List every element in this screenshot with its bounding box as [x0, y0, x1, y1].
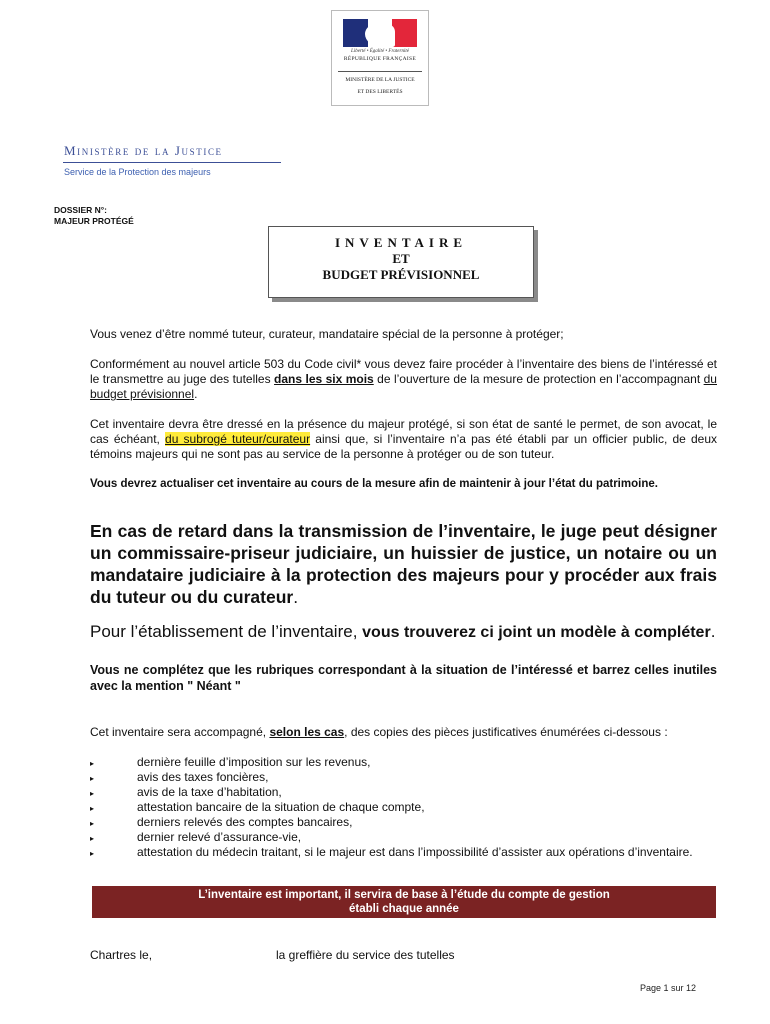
protected-adult-label: MAJEUR PROTÉGÉ	[54, 215, 134, 226]
list-item: ▸ attestation du médecin traitant, si le majeur est dans l’impossibilité d’assister aux opérations d’inventaire.	[90, 845, 717, 860]
service-name: Service de la Protection des majeurs	[64, 167, 211, 177]
ministry-logo	[331, 10, 429, 106]
dossier-number-label: DOSSIER N°:	[54, 205, 107, 215]
dossier-block	[54, 205, 134, 226]
page-number: Page 1 sur 12	[640, 983, 697, 993]
paragraph-presence: Cet inventaire devra être dressé en la présence du majeur protégé, si son état de santé le permet, de son avocat, le cas échéant, du subrogé tuteur/curateur ainsi que, si l’inventaire n’a pas été établi par un officier public, de deux témoins majeurs qui ne sont pas au service de la personne à protéger ou de son tuteur.	[90, 417, 717, 461]
list-item: ▸ avis de la taxe d’habitation,	[90, 785, 717, 800]
list-item: ▸ dernière feuille d’imposition sur les revenus,	[90, 755, 717, 770]
paragraph-neant: Vous ne complétez que les rubriques correspondant à la situation de l’intéressé et barrez celles inutiles avec la mention " Néant "	[90, 663, 717, 693]
paragraph-delay-warning: En cas de retard dans la transmission de l’inventaire, le juge peut désigner un commissaire-priseur judiciaire, un huissier de justice, un notaire ou un mandataire judiciaire à la protection des majeurs pour y procéder aux frais du tuteur ou du curateur.	[90, 521, 717, 607]
logo-divider	[338, 71, 422, 72]
banner-line2: établi chaque année	[349, 903, 459, 915]
list-item: ▸ attestation bancaire de la situation de chaque compte,	[90, 800, 717, 815]
subroge-highlight: du subrogé tuteur/curateur	[165, 432, 311, 446]
document-title-box	[268, 226, 534, 298]
list-item: ▸ derniers relevés des comptes bancaires,	[90, 815, 717, 830]
selon-les-cas-emphasis: selon les cas	[269, 725, 345, 739]
title-line1: INVENTAIRE	[334, 235, 468, 250]
signature-place: Chartres le,	[90, 948, 153, 962]
banner-line1: L’inventaire est important, il servira de base à l’étude du compte de gestion	[198, 889, 610, 901]
logo-republic: RÉPUBLIQUE FRANÇAISE	[343, 56, 417, 62]
logo-ministry-line2: ET DES LIBERTÉS	[357, 89, 403, 95]
paragraph-justificatives: Cet inventaire sera accompagné, selon les cas, des copies des pièces justificatives énumérées ci-dessous :	[90, 725, 668, 739]
title-line2: ET	[392, 251, 410, 266]
paragraph-update: Vous devrez actualiser cet inventaire au cours de la mesure afin de maintenir à jour l’état du patrimoine.	[90, 478, 658, 490]
budget-emphasis: du budget prévisionnel	[90, 372, 717, 401]
signature-clerk: la greffière du service des tutelles	[276, 948, 455, 962]
list-item: ▸ dernier relevé d’assurance-vie,	[90, 830, 717, 845]
justificatives-list	[90, 755, 717, 860]
paragraph-intro: Vous venez d’être nommé tuteur, curateur, mandataire spécial de la personne à protéger;	[90, 327, 564, 341]
logo-ministry-line1: MINISTÈRE DE LA JUSTICE	[345, 77, 415, 83]
paragraph-model: Pour l’établissement de l’inventaire, vous trouverez ci joint un modèle à compléter.	[90, 622, 716, 641]
marianne-flag-icon	[343, 19, 417, 47]
ministry-underline	[63, 162, 281, 163]
important-banner	[92, 886, 716, 918]
list-item: ▸ avis des taxes foncières,	[90, 770, 717, 785]
logo-motto: Liberté • Égalité • Fraternité	[351, 49, 409, 54]
paragraph-article-503: Conformément au nouvel article 503 du Code civil* vous devez faire procéder à l’inventaire des biens de l’intéressé et le transmettre au juge des tutelles dans les six mois de l’ouverture de la mesure de protection en l’accompagnant du budget prévisionnel.	[90, 357, 717, 401]
title-line3: BUDGET PRÉVISIONNEL	[322, 267, 480, 282]
ministry-title: Ministère de la Justice	[64, 143, 223, 158]
six-months-emphasis: dans les six mois	[274, 372, 374, 386]
